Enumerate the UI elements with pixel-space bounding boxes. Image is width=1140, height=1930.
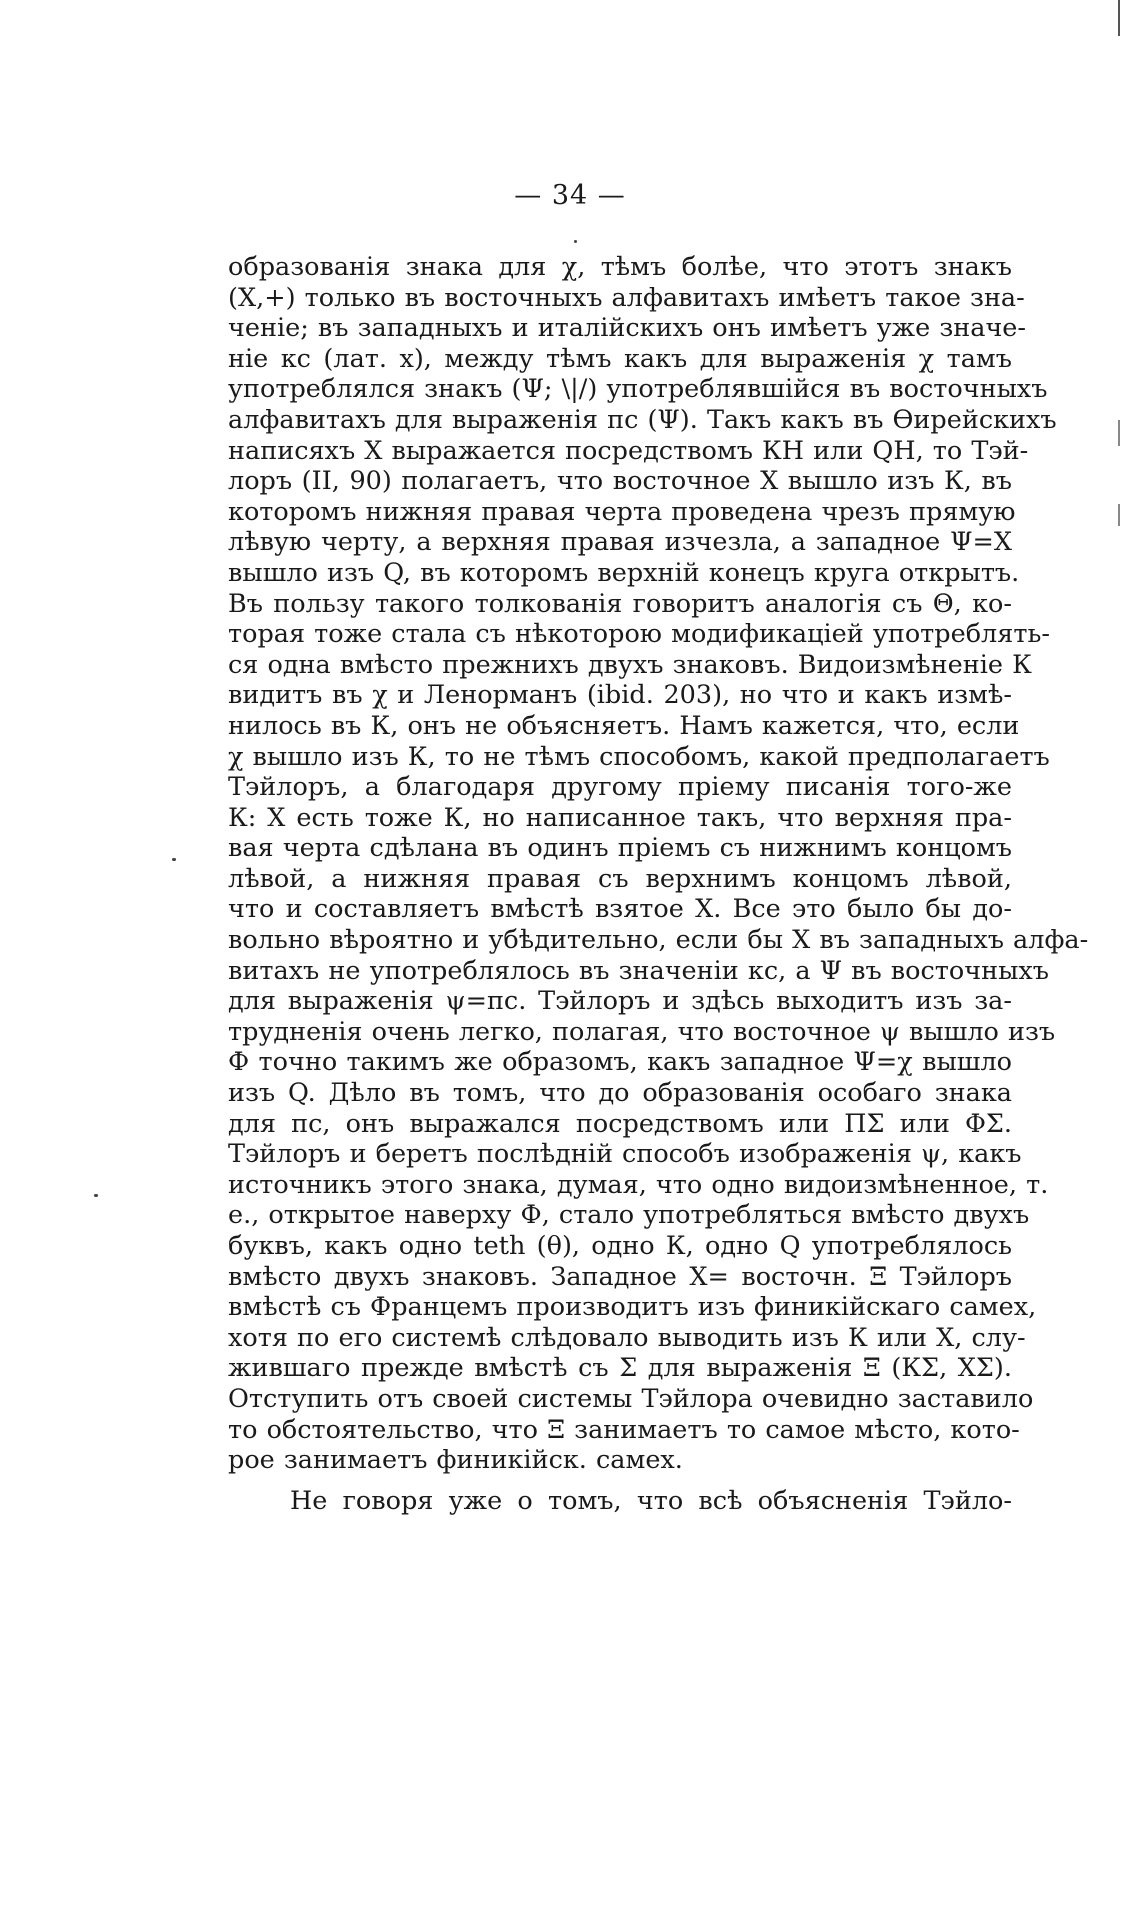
ink-speck — [94, 1194, 98, 1197]
ink-speck — [574, 240, 577, 243]
paragraph — [228, 252, 1089, 1476]
text-line: употреблялся знакъ (Ψ; \|/) употреблявшійся въ восточныхъ — [228, 374, 1048, 405]
text-line: е., открытое наверху Ф, стало употребляться вмѣсто двухъ — [228, 1200, 1030, 1231]
text-line: К: X есть тоже К, но написанное такъ, что верхняя пра- — [228, 802, 1012, 833]
page-edge-mark — [1118, 420, 1120, 446]
text-line: хотя по его системѣ слѣдовало выводить изъ К или X, слу- — [228, 1322, 1026, 1353]
text-line: вая черта сдѣлана въ одинъ пріемъ съ нижнимъ концомъ — [228, 833, 1012, 864]
text-line: вышло изъ Q, въ которомъ верхній конецъ круга открытъ. — [228, 557, 1020, 588]
page-edge-mark — [1118, 0, 1120, 36]
text-line: ченіе; въ западныхъ и италійскихъ онъ имѣетъ уже значе- — [228, 313, 1027, 344]
body-text — [228, 252, 1089, 1516]
text-line: лѣвую черту, а верхняя правая изчезла, а западное Ψ=X — [228, 527, 1012, 558]
text-line: вмѣстѣ съ Францемъ производитъ изъ финикійскаго самех, — [228, 1292, 1037, 1323]
ink-speck — [172, 858, 176, 861]
text-line: Тэйлоръ и беретъ послѣдній способъ изображенія ψ, какъ — [228, 1139, 1022, 1170]
text-line: для выраженія ψ=пс. Тэйлоръ и здѣсь выходитъ изъ за- — [228, 986, 1012, 1017]
text-line: лѣвой, а нижняя правая съ верхнимъ концомъ лѣвой, — [228, 863, 1012, 894]
text-line: трудненія очень легко, полагая, что восточное ψ вышло изъ — [228, 1016, 1056, 1047]
text-line: вмѣсто двухъ знаковъ. Западное X= восточн. Ξ Тэйлоръ — [228, 1261, 1012, 1292]
text-line: жившаго прежде вмѣстѣ съ Σ для выраженія Ξ (КΣ, XΣ). — [228, 1353, 1012, 1384]
text-line: ся одна вмѣсто прежнихъ двухъ знаковъ. Видоизмѣненіе К — [228, 649, 1032, 680]
text-line: образованія знака для χ, тѣмъ болѣе, что этотъ знакъ — [228, 252, 1012, 282]
text-line: источникъ этого знака, думая, что одно видоизмѣненное, т. — [228, 1169, 1049, 1200]
text-line: нилось въ К, онъ не объясняетъ. Намъ кажется, что, если — [228, 710, 1020, 741]
text-line: видитъ въ χ и Ленорманъ (ibid. 203), но что и какъ измѣ- — [228, 680, 1012, 711]
text-line: витахъ не употреблялось въ значеніи кс, а Ψ въ восточныхъ — [228, 955, 1049, 986]
text-line: рое занимаетъ финикійск. самех. — [228, 1445, 683, 1476]
text-line: лоръ (II, 90) полагаетъ, что восточное X вышло изъ К, въ — [228, 466, 1012, 497]
text-line: для пс, онъ выражался посредствомъ или ΠΣ или ΦΣ. — [228, 1108, 1012, 1139]
text-line: то обстоятельство, что Ξ занимаетъ то самое мѣсто, кото- — [228, 1414, 1020, 1445]
text-line: буквъ, какъ одно teth (θ), одно К, одно Q употреблялось — [228, 1231, 1012, 1261]
paragraph — [228, 1486, 1012, 1517]
text-line: Отступить отъ своей системы Тэйлора очевидно заставило — [228, 1383, 1034, 1414]
text-line: Въ пользу такого толкованія говоритъ аналогія съ Θ, ко- — [228, 588, 1012, 619]
text-line: что и составляетъ вмѣстѣ взятое X. Все это было бы до- — [228, 894, 1012, 925]
text-line: вольно вѣроятно и убѣдительно, если бы X въ западныхъ алфа- — [228, 925, 1089, 956]
text-line: ніе кс (лат. x), между тѣмъ какъ для выраженія χ тамъ — [228, 343, 1012, 374]
text-line: Не говоря уже о томъ, что всѣ объясненія Тэйло- — [290, 1485, 1012, 1516]
text-line: которомъ нижняя правая черта проведена чрезъ прямую — [228, 496, 1016, 527]
text-line: Ф точно такимъ же образомъ, какъ западное Ψ=χ вышло — [228, 1047, 1012, 1078]
page-edge-mark — [1118, 504, 1120, 526]
text-line: алфавитахъ для выраженія пс (Ψ). Такъ какъ въ Өирейскихъ — [228, 404, 1057, 435]
page-number: — 34 — — [514, 180, 626, 211]
text-line: Тэйлоръ, а благодаря другому пріему писанія того-же — [228, 772, 1012, 803]
text-line: (X,+) только въ восточныхъ алфавитахъ имѣетъ такое зна- — [228, 282, 1025, 313]
text-line: торая тоже стала съ нѣкоторою модификаціей употреблять- — [228, 619, 1050, 650]
text-line: изъ Q. Дѣло въ томъ, что до образованія особаго знака — [228, 1078, 1012, 1109]
text-line: χ вышло изъ К, то не тѣмъ способомъ, какой предполагаетъ — [228, 741, 1050, 772]
text-line: написяхъ X выражается посредствомъ КН или QН, то Тэй- — [228, 435, 1029, 466]
